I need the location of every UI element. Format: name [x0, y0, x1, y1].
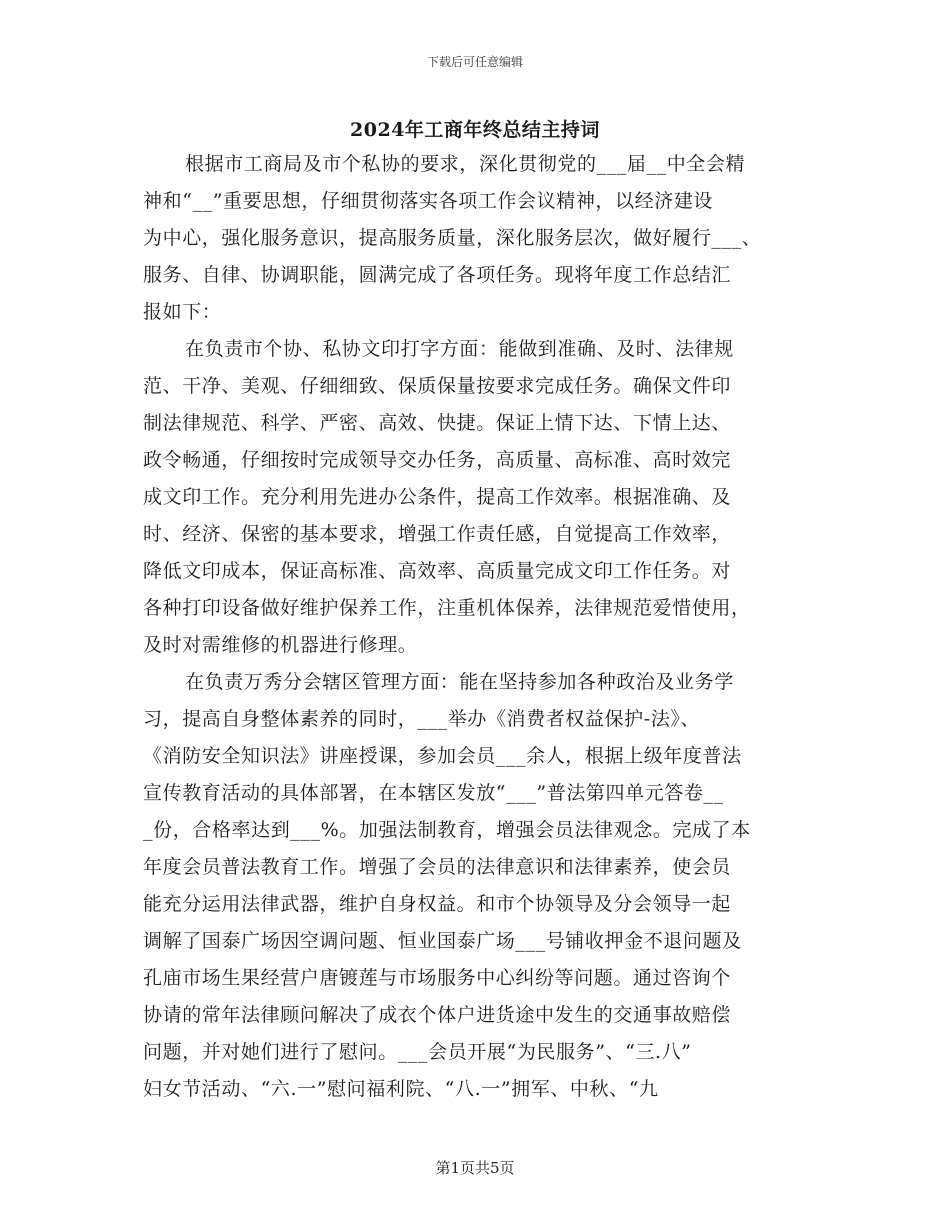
- body-line: 协请的常年法律顾问解决了成衣个体户进货途中发生的交通事故赔偿: [143, 1004, 732, 1026]
- body-line: 调解了国泰广场因空调问题、恒业国泰广场___号铺收押金不退问题及: [143, 930, 742, 952]
- body-line: 各种打印设备做好维护保养工作，注重机体保养，法律规范爱惜使用，: [143, 597, 751, 619]
- body-line: 及时对需维修的机器进行修理。: [143, 634, 418, 656]
- body-line: 为中心，强化服务意识，提高服务质量，深化服务层次，做好履行___、: [143, 227, 762, 249]
- body-line: 降低文印成本，保证高标准、高效率、高质量完成文印工作任务。对: [143, 560, 732, 582]
- body-line: 根据市工商局及市个私协的要求，深化贯彻党的___届__中全会精: [185, 153, 746, 175]
- body-line: 成文印工作。充分利用先进办公条件，提高工作效率。根据准确、及: [143, 486, 732, 508]
- body-line: 孔庙市场生果经营户唐镀莲与市场服务中心纠纷等问题。通过咨询个: [143, 967, 732, 989]
- body-line: _份，合格率达到___%。加强法制教育，增强会员法律观念。完成了本: [143, 819, 751, 841]
- body-line: 报如下：: [143, 301, 222, 323]
- body-line: 宣传教育活动的具体部署，在本辖区发放“___”普法第四单元答卷__: [143, 782, 724, 804]
- body-line: 在负责万秀分会辖区管理方面：能在坚持参加各种政治及业务学: [185, 671, 734, 693]
- body-line: 范、干净、美观、仔细细致、保质保量按要求完成任务。确保文件印: [143, 375, 732, 397]
- page-footer: 第1页共5页: [435, 1159, 515, 1177]
- body-line: 政令畅通，仔细按时完成领导交办任务，高质量、高标准、高时效完: [143, 449, 732, 471]
- document-title: 2024年工商年终总结主持词: [350, 119, 600, 141]
- body-line: 习，提高自身整体素养的同时，___举办《消费者权益保护-法》、: [143, 708, 701, 730]
- body-line: 时、经济、保密的基本要求，增强工作责任感，自觉提高工作效率，: [143, 523, 732, 545]
- body-line: 妇女节活动、“六.一”慰问福利院、“八.一”拥军、中秋、“九: [143, 1078, 659, 1100]
- body-line: 制法律规范、科学、严密、高效、快捷。保证上情下达、下情上达、: [143, 412, 732, 434]
- body-line: 《消防安全知识法》讲座授课，参加会员___余人，根据上级年度普法: [143, 745, 742, 767]
- body-line: 年度会员普法教育工作。增强了会员的法律意识和法律素养，使会员: [143, 856, 732, 878]
- body-line: 问题，并对她们进行了慰问。___会员开展“为民服务”、“三.八”: [143, 1041, 692, 1063]
- body-line: 神和“__”重要思想，仔细贯彻落实各项工作会议精神，以经济建设: [143, 190, 714, 212]
- header-note: 下载后可任意编辑: [426, 55, 523, 69]
- body-line: 服务、自律、协调职能，圆满完成了各项任务。现将年度工作总结汇: [143, 264, 732, 286]
- body-line: 在负责市个协、私协文印打字方面：能做到准确、及时、法律规: [185, 338, 734, 360]
- document-body: [143, 146, 813, 1108]
- body-line: 能充分运用法律武器，维护自身权益。和市个协领导及分会领导一起: [143, 893, 732, 915]
